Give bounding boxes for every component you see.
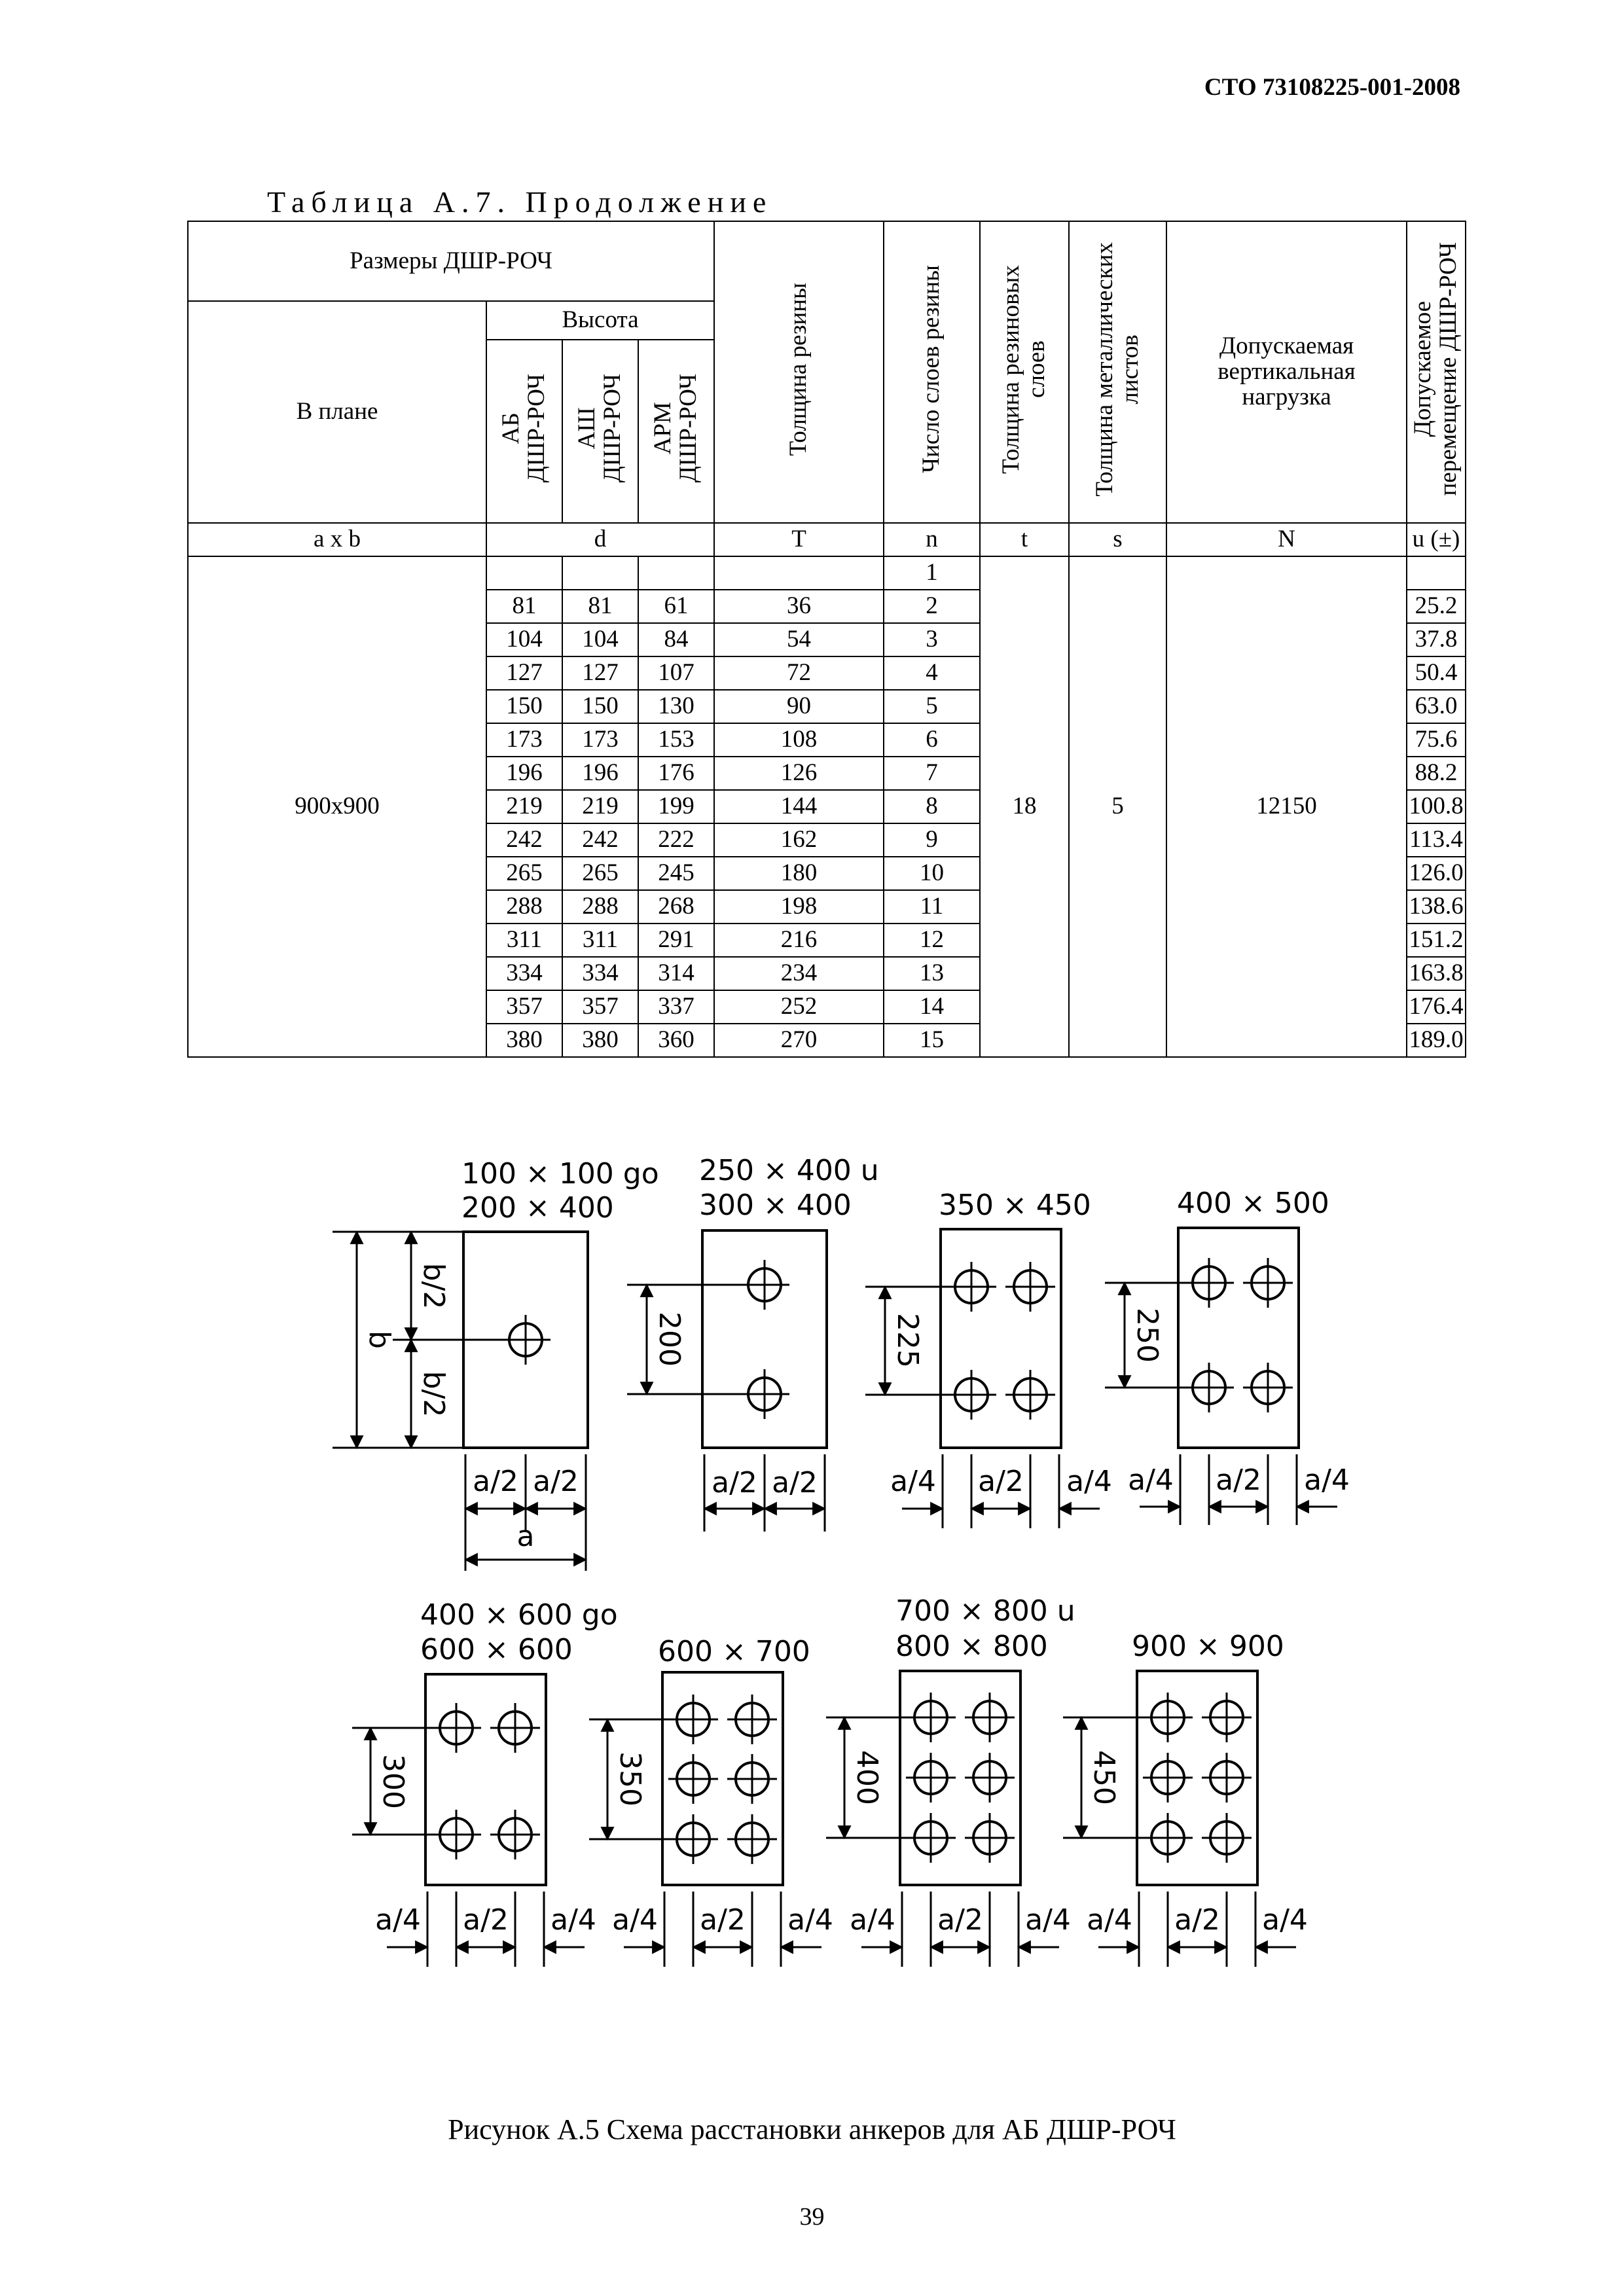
cell-rubber-thickness: 198: [714, 890, 884, 924]
cell-ash-height: 81: [562, 590, 638, 623]
panel-8-anchor-hole: [1202, 1753, 1252, 1803]
panel-3-a-quarter-left: a/4: [890, 1465, 936, 1498]
header-displacement: Допускаемое перемещение ДШР-РОЧ: [1407, 221, 1466, 523]
cell-ab-height: 357: [486, 990, 562, 1024]
panel-3-title-1: 350 × 450: [939, 1189, 1091, 1222]
panel-7-anchor-hole: [965, 1693, 1015, 1742]
cell-ash-height: 127: [562, 656, 638, 690]
header-metal-thickness: Толщина металлических листов: [1069, 221, 1166, 523]
cell-ash-height: 265: [562, 857, 638, 890]
panel-5-a-quarter-right: a/4: [550, 1903, 596, 1937]
cell-layer-thickness: 18: [980, 556, 1069, 1057]
panel-1-title-2: 200 × 400: [461, 1191, 614, 1225]
cell-displacement: 50.4: [1407, 656, 1466, 690]
cell-displacement: 126.0: [1407, 857, 1466, 890]
cell-ab-height: 150: [486, 690, 562, 723]
panel-6-a-quarter-left: a/4: [612, 1903, 658, 1937]
cell-arm-height: 130: [638, 690, 714, 723]
cell-layers-count: 13: [884, 957, 980, 990]
panel-1-a: a: [516, 1520, 535, 1553]
cell-layers-count: 14: [884, 990, 980, 1024]
table-caption: Таблица А.7. Продолжение: [267, 185, 773, 219]
panel-4-title-1: 400 × 500: [1177, 1187, 1329, 1220]
panel-3-a-half: a/2: [978, 1465, 1024, 1498]
panel-4-plate: [1178, 1228, 1299, 1448]
panel-5: [352, 1598, 618, 1967]
cell-arm-height: 314: [638, 957, 714, 990]
cell-rubber-thickness: 234: [714, 957, 884, 990]
cell-ab-height: 288: [486, 890, 562, 924]
header-ash: АШ ДШР-РОЧ: [562, 340, 638, 523]
cell-displacement: 100.8: [1407, 790, 1466, 823]
panel-2-title-1: 250 × 400 u: [699, 1154, 879, 1187]
header-ab: АБ ДШР-РОЧ: [486, 340, 562, 523]
panel-2: [627, 1154, 879, 1532]
panel-7-title-1: 700 × 800 u: [895, 1594, 1075, 1628]
cell-rubber-thickness: 90: [714, 690, 884, 723]
cell-arm-height: 84: [638, 623, 714, 656]
cell-rubber-thickness: 270: [714, 1024, 884, 1057]
panel-3: [865, 1189, 1112, 1528]
header-height: Высота: [486, 301, 714, 340]
panel-4: [1105, 1187, 1350, 1525]
header-in-plan: В плане: [188, 301, 486, 523]
cell-arm-height: 245: [638, 857, 714, 890]
panel-6-title-1: 600 × 700: [658, 1635, 810, 1668]
cell-arm-height: 337: [638, 990, 714, 1024]
panel-8-a-half: a/2: [1174, 1903, 1220, 1937]
cell-ash-height: 219: [562, 790, 638, 823]
document-code: СТО 73108225-001-2008: [1204, 74, 1460, 101]
cell-displacement: 63.0: [1407, 690, 1466, 723]
cell-ab-height: 104: [486, 623, 562, 656]
cell-ab-height: 334: [486, 957, 562, 990]
panel-1-a-half-left: a/2: [473, 1465, 518, 1498]
panel-6-anchor-hole: [668, 1754, 718, 1804]
cell-vertical-load: 12150: [1166, 556, 1407, 1057]
symbol-T: T: [714, 523, 884, 556]
symbol-t: t: [980, 523, 1069, 556]
header-layers-count: Число слоев резины: [884, 221, 980, 523]
cell-ash-height: 311: [562, 924, 638, 957]
panel-6-a-quarter-right: a/4: [787, 1903, 833, 1937]
panel-5-a-quarter-left: a/4: [375, 1903, 421, 1937]
cell-layers-count: 7: [884, 757, 980, 790]
cell-arm-height: 222: [638, 823, 714, 857]
cell-ab-height: 311: [486, 924, 562, 957]
header-rubber-thickness: Толщина резины: [714, 221, 884, 523]
panel-5-anchor-hole: [490, 1703, 540, 1753]
symbol-s: s: [1069, 523, 1166, 556]
symbol-u: u (±): [1407, 523, 1466, 556]
cell-rubber-thickness: 54: [714, 623, 884, 656]
cell-ab-height: 242: [486, 823, 562, 857]
panel-6-anchor-hole: [727, 1695, 777, 1744]
cell-layers-count: 8: [884, 790, 980, 823]
panel-7-a-half: a/2: [937, 1903, 983, 1937]
cell-arm-height: 107: [638, 656, 714, 690]
panel-4-dim: 250: [1130, 1308, 1164, 1363]
panel-8-anchor-hole: [1202, 1813, 1252, 1863]
cell-rubber-thickness: 72: [714, 656, 884, 690]
symbol-axb: a x b: [188, 523, 486, 556]
cell-rubber-thickness: 36: [714, 590, 884, 623]
panel-6: [589, 1635, 833, 1967]
panel-1-b: b: [363, 1331, 396, 1349]
page-number: 39: [799, 2203, 825, 2231]
cell-displacement: 25.2: [1407, 590, 1466, 623]
symbol-n: n: [884, 523, 980, 556]
cell-arm-height: 153: [638, 723, 714, 757]
panel-5-plate: [425, 1674, 546, 1885]
cell-rubber-thickness: 144: [714, 790, 884, 823]
cell-displacement: 176.4: [1407, 990, 1466, 1024]
panel-8-anchor-hole: [1143, 1753, 1193, 1803]
cell-layers-count: 5: [884, 690, 980, 723]
panel-3-anchor-hole: [1005, 1262, 1055, 1312]
cell-displacement: 37.8: [1407, 623, 1466, 656]
cell-arm-height: 199: [638, 790, 714, 823]
cell-layers-count: 1: [884, 556, 980, 590]
panel-5-dim: 300: [376, 1754, 410, 1809]
panel-5-a-half: a/2: [463, 1903, 509, 1937]
header-layer-thickness: Толщина резиновых слоев: [980, 221, 1069, 523]
header-vertical-load: Допускаемая вертикальная нагрузка: [1166, 221, 1407, 523]
panel-7: [826, 1594, 1075, 1967]
symbol-N: N: [1166, 523, 1407, 556]
cell-arm-height: 61: [638, 590, 714, 623]
panel-1-b-half-bottom: b/2: [417, 1371, 450, 1418]
panel-7-anchor-hole: [965, 1813, 1015, 1863]
panel-4-a-quarter-right: a/4: [1304, 1463, 1350, 1497]
panel-3-dim: 225: [891, 1313, 924, 1368]
cell-displacement: 88.2: [1407, 757, 1466, 790]
cell-layers-count: 11: [884, 890, 980, 924]
panel-7-anchor-hole: [965, 1753, 1015, 1803]
panel-8-a-quarter-right: a/4: [1262, 1903, 1308, 1937]
panel-8-dim: 450: [1087, 1750, 1121, 1805]
panel-1: [333, 1157, 659, 1571]
panel-7-a-quarter-left: a/4: [850, 1903, 895, 1937]
cell-displacement: 113.4: [1407, 823, 1466, 857]
cell-ash-height: 173: [562, 723, 638, 757]
cell-rubber-thickness: 180: [714, 857, 884, 890]
cell-ab-height: 196: [486, 757, 562, 790]
panel-8: [1063, 1630, 1308, 1967]
cell-displacement: 189.0: [1407, 1024, 1466, 1057]
cell-ash-height: 242: [562, 823, 638, 857]
panel-2-title-2: 300 × 400: [699, 1189, 852, 1222]
cell-ash-height: 104: [562, 623, 638, 656]
cell-displacement: 75.6: [1407, 723, 1466, 757]
header-arm: АРМ ДШР-РОЧ: [638, 340, 714, 523]
cell-layers-count: 10: [884, 857, 980, 890]
panel-2-dim: 200: [653, 1312, 686, 1367]
panel-1-b-half-top: b/2: [417, 1263, 450, 1310]
panel-2-a-half-left: a/2: [712, 1466, 757, 1499]
cell-ab-height: 173: [486, 723, 562, 757]
panel-3-plate: [941, 1229, 1061, 1448]
panel-6-anchor-hole: [727, 1754, 777, 1804]
panel-6-a-half: a/2: [700, 1903, 746, 1937]
panel-7-dim: 400: [850, 1750, 884, 1805]
cell-rubber-thickness: 252: [714, 990, 884, 1024]
cell-displacement: 138.6: [1407, 890, 1466, 924]
cell-rubber-thickness: 162: [714, 823, 884, 857]
panel-4-a-quarter-left: a/4: [1128, 1463, 1174, 1497]
panel-8-anchor-hole: [1202, 1693, 1252, 1742]
cell-arm-height: 176: [638, 757, 714, 790]
panel-8-a-quarter-left: a/4: [1087, 1903, 1132, 1937]
cell-layers-count: 2: [884, 590, 980, 623]
cell-layers-count: 6: [884, 723, 980, 757]
cell-displacement: 163.8: [1407, 957, 1466, 990]
panel-7-title-2: 800 × 800: [895, 1630, 1048, 1663]
cell-arm-height: 291: [638, 924, 714, 957]
cell-arm-height: 360: [638, 1024, 714, 1057]
header-dims: Размеры ДШР-РОЧ: [188, 221, 714, 301]
symbol-d: d: [486, 523, 714, 556]
panel-7-a-quarter-right: a/4: [1025, 1903, 1071, 1937]
cell-layers-count: 3: [884, 623, 980, 656]
panel-1-title-1: 100 × 100 go: [461, 1157, 659, 1191]
panel-6-dim: 350: [613, 1751, 647, 1806]
cell-ab-height: 265: [486, 857, 562, 890]
panel-3-a-quarter-right: a/4: [1066, 1465, 1112, 1498]
cell-plan-size: 900x900: [188, 556, 486, 1057]
cell-layers-count: 4: [884, 656, 980, 690]
panel-4-anchor-hole: [1243, 1258, 1293, 1308]
cell-ash-height: 196: [562, 757, 638, 790]
cell-layers-count: 9: [884, 823, 980, 857]
cell-rubber-thickness: 126: [714, 757, 884, 790]
figure-caption: Рисунок А.5 Схема расстановки анкеров для АБ ДШР-РОЧ: [448, 2113, 1176, 2145]
panel-5-anchor-hole: [490, 1810, 540, 1859]
panel-8-title-1: 900 × 900: [1132, 1630, 1284, 1663]
cell-ash-height: 357: [562, 990, 638, 1024]
panel-5-title-2: 600 × 600: [420, 1633, 573, 1666]
cell-layers-count: 12: [884, 924, 980, 957]
panel-7-anchor-hole: [906, 1753, 956, 1803]
cell-arm-height: 268: [638, 890, 714, 924]
cell-displacement: 151.2: [1407, 924, 1466, 957]
cell-layers-count: 15: [884, 1024, 980, 1057]
cell-ash-height: 288: [562, 890, 638, 924]
cell-ash-height: 150: [562, 690, 638, 723]
cell-ab-height: 81: [486, 590, 562, 623]
panel-4-a-half: a/2: [1216, 1463, 1261, 1497]
cell-ash-height: 380: [562, 1024, 638, 1057]
cell-rubber-thickness: 108: [714, 723, 884, 757]
cell-ash-height: 334: [562, 957, 638, 990]
panel-6-anchor-hole: [727, 1814, 777, 1864]
cell-metal-thickness: 5: [1069, 556, 1166, 1057]
cell-rubber-thickness: 216: [714, 924, 884, 957]
panel-3-anchor-hole: [1005, 1370, 1055, 1420]
panel-1-a-half-right: a/2: [533, 1465, 579, 1498]
cell-ab-height: 127: [486, 656, 562, 690]
panel-2-a-half-right: a/2: [772, 1466, 818, 1499]
cell-ab-height: 219: [486, 790, 562, 823]
panel-4-anchor-hole: [1243, 1363, 1293, 1412]
cell-ab-height: 380: [486, 1024, 562, 1057]
panel-5-title-1: 400 × 600 go: [420, 1598, 618, 1632]
